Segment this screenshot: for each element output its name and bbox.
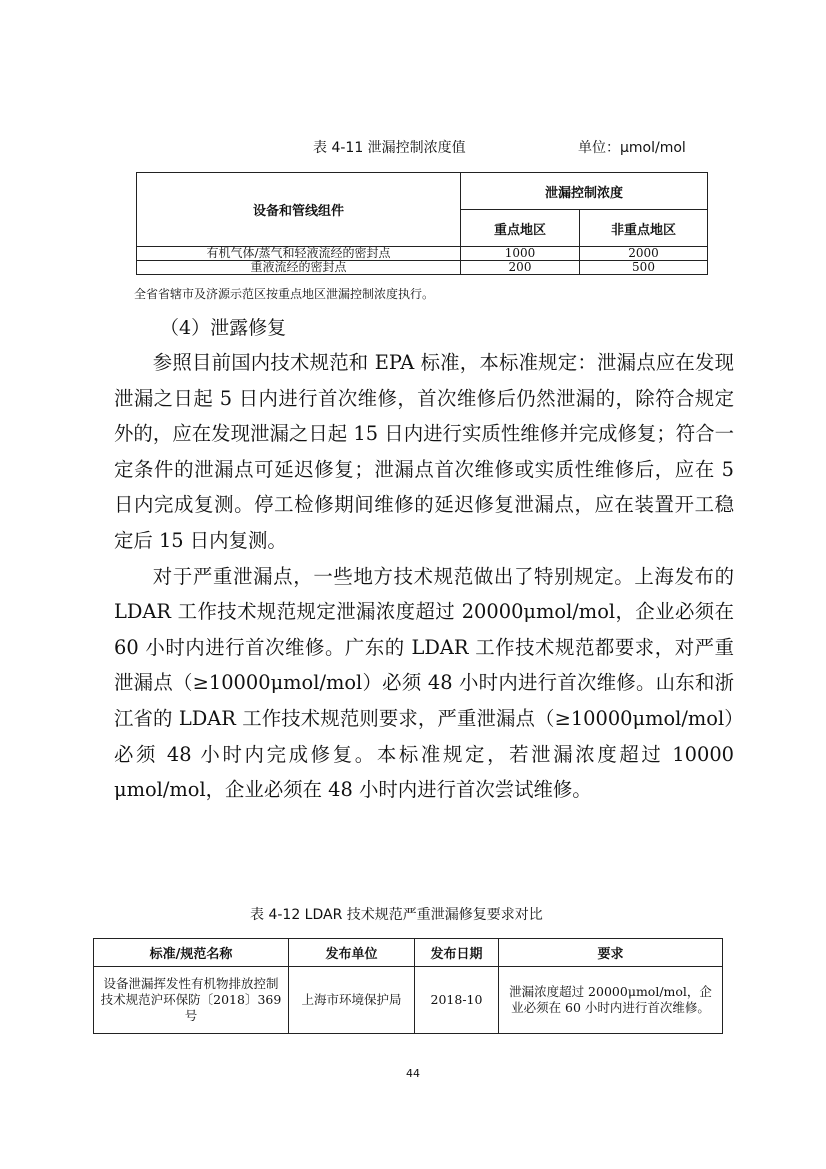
row-nonkey-value: 500	[580, 261, 708, 275]
row-name: 有机气体/蒸气和轻液流经的密封点	[137, 247, 461, 261]
paragraph: 参照目前国内技术规范和 EPA 标准，本标准规定：泄漏点应在发现泄漏之日起 5 日内进行首次维修，首次维修后仍然泄漏的，除符合规定外的，应在发现泄漏之日起 15 日内进行实质性维修并完成修复；符合一定条件的泄漏点可延迟修复；泄漏点首次维修或实质性维修后，应在 5 日内完成复测。停工检修期间维修的延迟修复泄漏点，应在装置开工稳定后 15 日内复测。	[114, 351, 734, 552]
col-publisher: 发布单位	[289, 939, 415, 967]
col-standard-name: 标准/规范名称	[94, 939, 289, 967]
table1-note: 全省省辖市及济源示范区按重点地区泄漏控制浓度执行。	[134, 287, 435, 301]
leak-control-table	[136, 172, 708, 275]
cell-publish-date: 2018-10	[415, 967, 499, 1034]
table-row	[94, 967, 723, 1034]
col-publish-date: 发布日期	[415, 939, 499, 967]
row-key-value: 1000	[461, 247, 580, 261]
section-heading: （4）泄露修复	[160, 317, 287, 339]
table-row	[137, 261, 708, 275]
row-name: 重液流经的密封点	[137, 261, 461, 275]
col-leak-control: 泄漏控制浓度	[461, 173, 708, 210]
body-text	[114, 345, 734, 808]
row-nonkey-value: 2000	[580, 247, 708, 261]
page-number: 44	[406, 1067, 420, 1080]
cell-publisher: 上海市环境保护局	[289, 967, 415, 1034]
paragraph: 对于严重泄漏点，一些地方技术规范做出了特别规定。上海发布的 LDAR 工作技术规范规定泄漏浓度超过 20000μmol/mol，企业必须在 60 小时内进行首次维修。广东的 LDAR 工作技术规范都要求，对严重泄漏点（≥10000μmol/mol）必须 48 小时内进行首次维修。山东和浙江省的 LDAR 工作技术规范则要求，严重泄漏点（≥10000μmol/mol）必须 48 小时内完成修复。本标准规定，若泄漏浓度超过 10000 μmol/mol，企业必须在 48 小时内进行首次尝试维修。	[114, 564, 734, 802]
col-key-area: 重点地区	[461, 210, 580, 247]
table2-caption: 表 4-12 LDAR 技术规范严重泄漏修复要求对比	[250, 907, 543, 923]
row-key-value: 200	[461, 261, 580, 275]
cell-standard-name: 设备泄漏挥发性有机物排放控制技术规范沪环保防〔2018〕369 号	[94, 967, 289, 1034]
col-equipment: 设备和管线组件	[137, 173, 461, 247]
table-row	[137, 247, 708, 261]
table1-unit: 单位：μmol/mol	[578, 140, 686, 156]
repair-requirements-table	[93, 938, 723, 1034]
cell-requirement: 泄漏浓度超过 20000μmol/mol，企业必须在 60 小时内进行首次维修。	[499, 967, 723, 1034]
col-requirement: 要求	[499, 939, 723, 967]
col-nonkey-area: 非重点地区	[580, 210, 708, 247]
table1-caption: 表 4-11 泄漏控制浓度值	[313, 140, 466, 156]
